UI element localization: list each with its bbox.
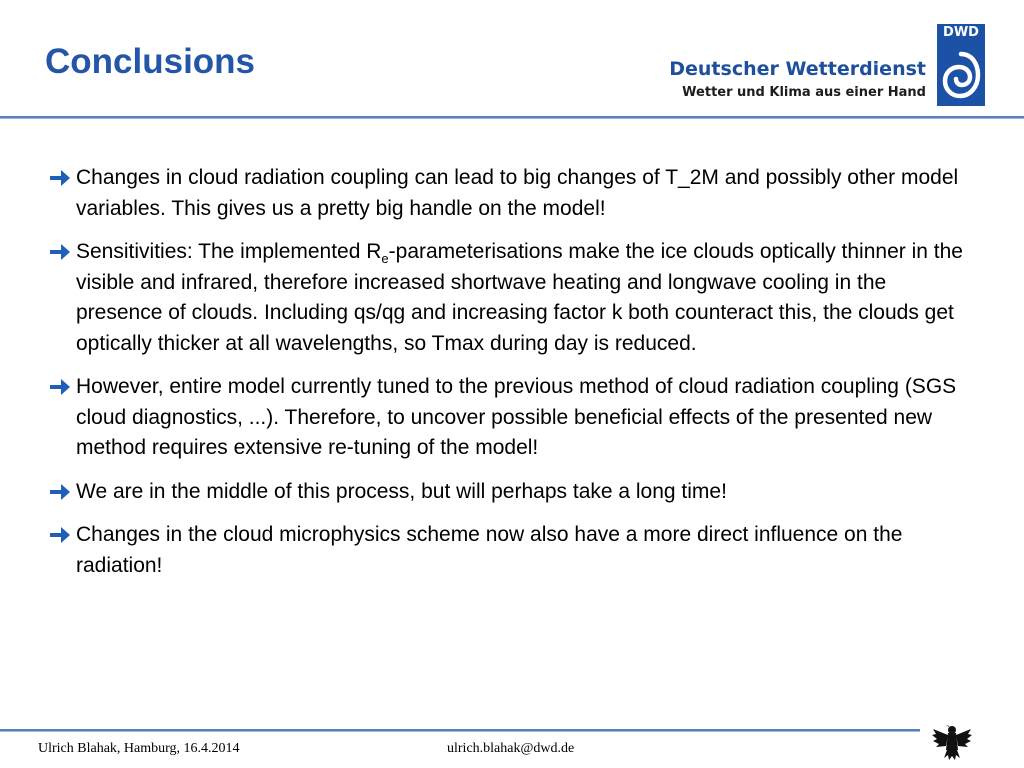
list-item <box>48 163 978 224</box>
slide-title: Conclusions <box>45 42 256 81</box>
bullet-text-pre: Sensitivities: The implemented R <box>76 240 382 263</box>
logo-tagline: Wetter und Klima aus einer Hand <box>682 85 926 100</box>
footer-divider <box>0 729 920 732</box>
federal-eagle-icon <box>930 722 974 764</box>
right-arrow-icon <box>48 525 72 545</box>
header-divider <box>0 116 1024 119</box>
logo-org-name: Deutscher Wetterdienst <box>669 58 926 80</box>
bullet-text-post: -parameterisations make the ice clouds optically thinner in the visible and infrared, therefore increased shortwave heating and longwave cooling in the presence of clouds. Including qs/qg and increasing factor k both counteract this, the clouds get optically thicker at all wavelengths, so Tmax during day is reduced. <box>76 240 963 355</box>
right-arrow-icon <box>48 242 72 262</box>
list-item <box>48 477 978 508</box>
subscript-e: e <box>381 251 389 266</box>
list-item <box>48 520 978 581</box>
right-arrow-icon <box>48 377 72 397</box>
bullet-text <box>76 237 978 359</box>
footer-email: ulrich.blahak@dwd.de <box>447 741 575 756</box>
dwd-logo <box>937 24 985 106</box>
dwd-logo-text: DWD <box>943 25 979 40</box>
footer-author: Ulrich Blahak, Hamburg, 16.4.2014 <box>38 741 240 756</box>
bullet-text: We are in the middle of this process, but will perhaps take a long time! <box>76 479 727 503</box>
list-item <box>48 372 978 464</box>
list-item <box>48 237 978 359</box>
bullet-text: Changes in the cloud microphysics scheme now also have a more direct influence on the radiation! <box>76 523 903 577</box>
bullet-text: Changes in cloud radiation coupling can lead to big changes of T_2M and possibly other model variables. This gives us a pretty big handle on the model! <box>76 166 959 220</box>
conclusions-list <box>48 163 978 594</box>
right-arrow-icon <box>48 168 72 188</box>
dwd-swirl-icon <box>941 48 981 102</box>
right-arrow-icon <box>48 482 72 502</box>
bullet-text: However, entire model currently tuned to the previous method of cloud radiation coupling (SGS cloud diagnostics, ...). Therefore, to uncover possible beneficial effects of the presented new method requires extensive re-tuning of the model! <box>76 375 957 459</box>
